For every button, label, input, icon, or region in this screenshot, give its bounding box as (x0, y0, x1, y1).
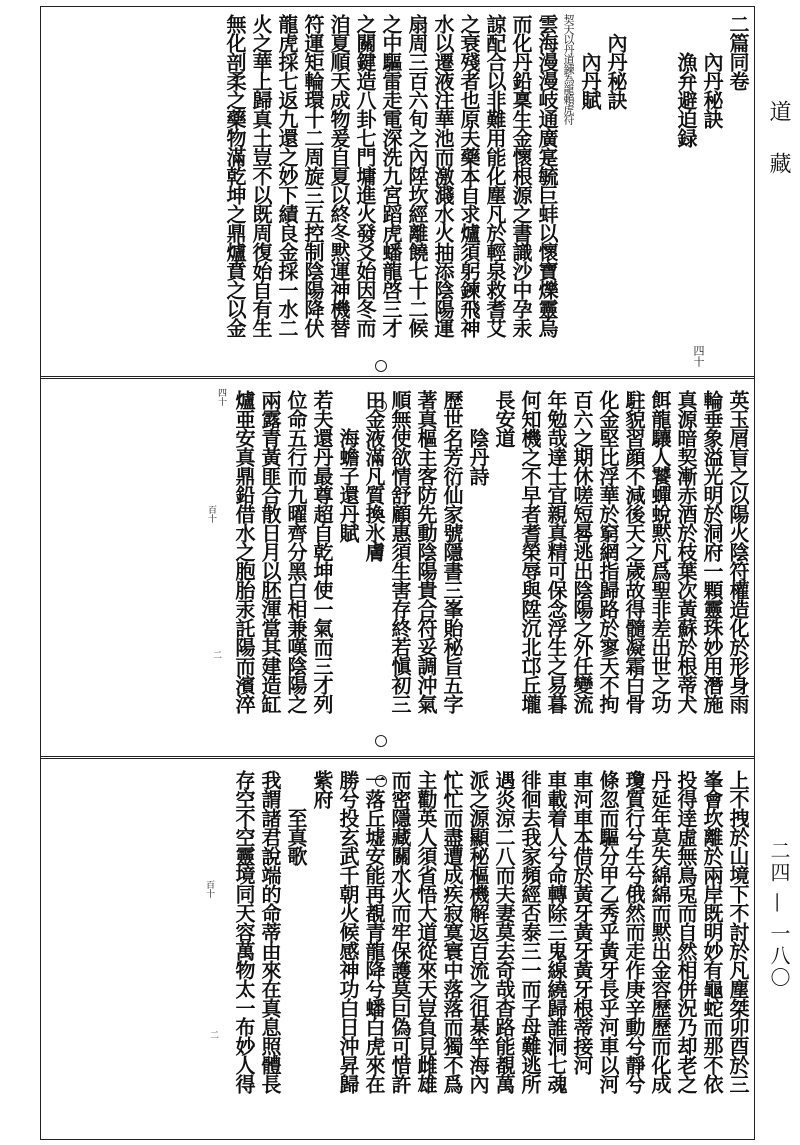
text-column: 而化丹鉛稟生金懷根源之書識沙中孕汞 (509, 14, 533, 337)
text-column: 龍虎採七返九還之妙下績良金採一水二 (275, 14, 299, 337)
text-column: 位命五行而九曜齊分黑白相兼嘆陰陽之 (284, 390, 308, 713)
text-column: 一落丘墟安能再覩青龍降兮蟠白虎來在 (362, 770, 386, 1093)
text-column: 上不拽於山境下不討於凡塵桀卯酉於三 (726, 770, 750, 1093)
section-heading: 至真歌 (284, 770, 308, 865)
text-column: 年勉哉達士宜親真精可保念浮生之易暮 (544, 390, 568, 713)
section-divider-2 (41, 756, 754, 759)
text-column: 著真樞主客防先動陰陽貴合符妥調沖氣 (414, 390, 438, 713)
text-column: 英玉屑盲之以陽火陰符權造化於形身雨 (726, 390, 750, 713)
text-column: 漁弁避迫録 (674, 14, 698, 147)
page-mark: 四十 (692, 345, 705, 367)
section-heading: 海蟾子還丹賦 (336, 390, 360, 542)
text-column: 投得逹虛無鳥兎而自然相併況乃却老之 (674, 770, 698, 1093)
section-2 (48, 390, 748, 750)
text-column: 主勸英人須省悟大道從來天豈負見雌雄 (414, 770, 438, 1093)
text-column: 符運矩輪環十二周旋三五控制陰陽降伏 (301, 14, 325, 337)
text-column: 百六之期休嗟短晷逃出陰陽之外任變流 (570, 390, 594, 713)
text-column: 紫府 (310, 770, 334, 808)
text-column: 條忽而驅分甲乙秀乎黃牙長乎河車以河 (596, 770, 620, 1093)
text-column: 水以遷液注華池而激濺水火抽添陰陽運 (431, 14, 455, 337)
text-column: 餌龍驤人饕蟬蛻黙凡爲聖非差出世之功 (648, 390, 672, 713)
text-column: 二篇同卷 (726, 14, 750, 90)
subtitle-note: 契天以丹道鍊為龍賴虎符 (562, 14, 575, 124)
text-column: 我謂諸君說端的命蒂由來在真息照體長 (258, 770, 282, 1093)
text-column: 存空不空靈境同天容萬物太一布妙人得 (232, 770, 256, 1093)
page-mark: 百十 (206, 505, 216, 523)
text-column: 兩露青黃匪合散日月以胚渾當其建造缸 (258, 390, 282, 713)
text-column: 順無使欲情舒顧惠須生害存終若愼初三 (388, 390, 412, 713)
text-column: 內丹賦 (578, 14, 602, 109)
section-heading: 陰丹詩 (466, 390, 490, 485)
circle-mark (375, 735, 387, 747)
text-column: 輪垂象溢光明於洞府一顆靈珠妙用潛施 (700, 390, 724, 713)
text-column: 之關鍵造八卦七門墉進火發爻始因冬而 (353, 14, 377, 337)
text-column: 峯會坎離於兩岸既明妙有龜蛇而那不依 (700, 770, 724, 1093)
circle-mark (375, 775, 387, 787)
page-mark: 二 (211, 650, 221, 659)
section-3 (48, 770, 748, 1132)
text-column: 長安道 (492, 390, 516, 447)
text-column: 丹延年莫失綿綿而黙出金容歷歷而化成 (648, 770, 672, 1093)
text-column: 之中驅雷走電深洗九宮蹈虎蟠龍啓三才 (379, 14, 403, 337)
text-column: 真源暗契漸赤酒於枝葉次黃蘇於根蒂犬 (674, 390, 698, 713)
text-column: 何知機之不早者耆榮辱與陞沉北邙丘壠 (518, 390, 542, 713)
text-column: 徘徊去我家頻經否泰三一而子母難逃所 (518, 770, 542, 1093)
text-column: 勝兮投玄武千朝火候感神功白日沖昇歸 (336, 770, 360, 1093)
text-column: 扇周三百六旬之內陞坎經離饒七十二候 (405, 14, 429, 337)
text-column: 洎夏順天成物爰自夏以終冬黙運神機替 (327, 14, 351, 337)
page-mark: 四十 (216, 388, 226, 406)
text-column: 田金液滿凡質換氷膚 (362, 390, 386, 561)
text-column: 遇炎涼二八而夫妻莫去奇哉杳路能覩萬 (492, 770, 516, 1093)
text-column: 爐亜安真鼎鉛借水之胞胎汞託陽而濱淬 (232, 390, 256, 713)
text-column: 雲海漫漫岐通廣寔毓巨蚌以懷寶爍靈烏 (535, 14, 559, 337)
text-column: 內丹秘訣 (700, 14, 724, 128)
text-column: 化金堅比浮華於窮網指歸路於寥天不拘 (596, 390, 620, 713)
text-column: 內丹秘訣 (604, 14, 628, 109)
text-column: 無化剖柔之藥物滿乾坤之鼎爐賁之以金 (223, 14, 247, 337)
text-column: 駐貌習顔不減後天之歲故得髓凝霜白骨 (622, 390, 646, 713)
page-mark: 二 (208, 1030, 218, 1039)
circle-mark (375, 400, 387, 412)
text-column: 派之源顯秘樞機解返百流之徂棊竿海內 (466, 770, 490, 1093)
text-column: 諒配合以非難用能化塵凡於輕泉救耆艾 (483, 14, 507, 337)
text-column: 車河車本借於黃牙黃牙黃牙根蒂接河 (570, 770, 594, 1074)
text-column: 之衰殘者也原夫藥本自求爐須躬鍊飛神 (457, 14, 481, 337)
page-mark: 百十 (204, 880, 214, 898)
page-number: 二四 — 一八〇 (767, 840, 791, 989)
section-divider-1 (41, 376, 754, 379)
text-column: 瓊質行兮生兮俄然而走作庚辛動兮靜兮 (622, 770, 646, 1093)
text-column: 火之華上歸真土豈不以既周復始自有生 (249, 14, 273, 337)
collection-label: 道 藏 (766, 100, 791, 178)
text-column: 忙忙而盡遭成疾寂寞寰中落落而獨不爲 (440, 770, 464, 1093)
text-column: 若夫還丹最尊超自乾坤使一氣而三才列 (310, 390, 334, 713)
section-1 (48, 14, 748, 370)
text-column: 車載着人兮命轉除三鬼線繞歸誰洞七魂 (544, 770, 568, 1093)
text-column (630, 14, 670, 370)
circle-mark (375, 360, 387, 372)
text-column: 歷世名芳衍仙家號隱書三峯貽秘旨五字 (440, 390, 464, 713)
text-column: 而密隱藏關水火而牢保護莫囙偽可惜許 (388, 770, 412, 1093)
